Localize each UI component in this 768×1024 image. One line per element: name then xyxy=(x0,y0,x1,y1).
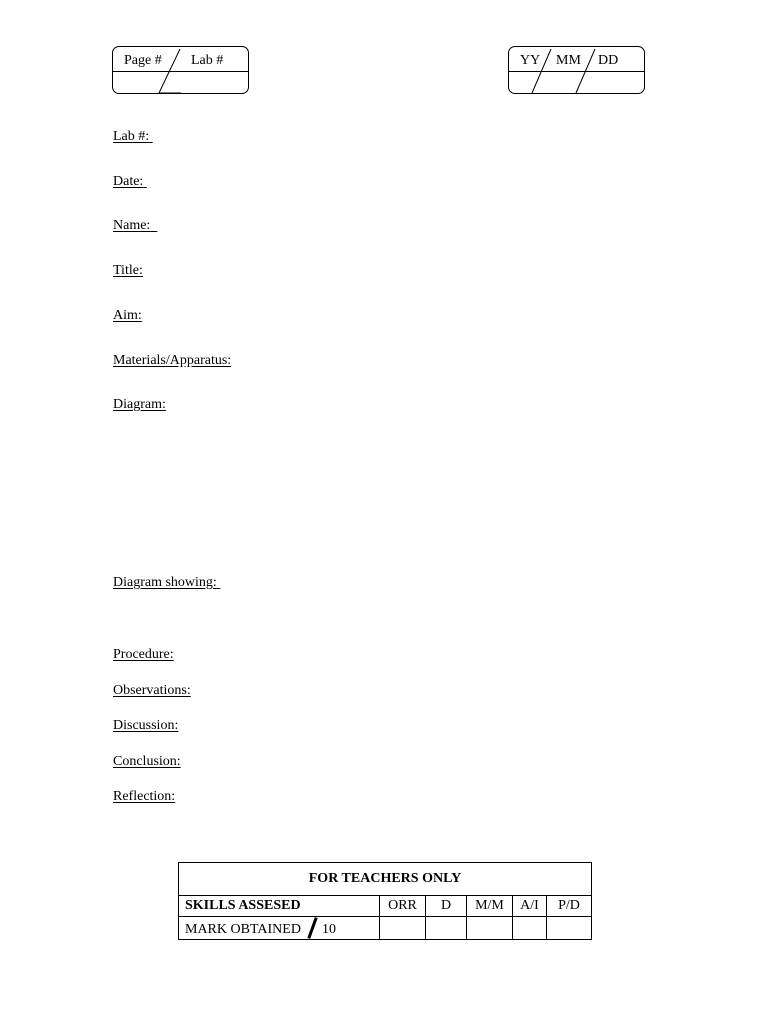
procedure-field-label: Procedure: xyxy=(113,647,174,662)
page-number-label: Page # xyxy=(124,53,162,68)
column-ai: A/I xyxy=(513,896,547,917)
date-field-label: Date: xyxy=(113,174,144,189)
mark-cell-ai[interactable] xyxy=(513,917,547,940)
conclusion-field-label: Conclusion: xyxy=(113,754,181,769)
reflection-field-label: Reflection: xyxy=(113,789,176,804)
lab-field-label: Lab #: xyxy=(113,129,150,144)
mark-obtained-label: MARK OBTAINED xyxy=(185,922,301,937)
mark-slash xyxy=(307,917,317,939)
mark-cell-mm[interactable] xyxy=(467,917,513,940)
discussion-field-label: Discussion: xyxy=(113,718,179,733)
mark-cell-orr[interactable] xyxy=(380,917,426,940)
page-lab-box xyxy=(112,46,249,94)
diagram-field-label: Diagram: xyxy=(113,397,166,412)
day-label: DD xyxy=(598,53,619,68)
mark-cell-pd[interactable] xyxy=(547,917,592,940)
column-mm: M/M xyxy=(467,896,513,917)
observations-field-label: Observations: xyxy=(113,683,191,698)
table-title: FOR TEACHERS ONLY xyxy=(179,863,592,896)
column-orr: ORR xyxy=(380,896,426,917)
month-label: MM xyxy=(556,53,581,68)
year-label: YY xyxy=(520,53,541,68)
name-field-label: Name: xyxy=(113,218,151,233)
aim-field-label: Aim: xyxy=(113,308,142,323)
materials-field-label: Materials/Apparatus: xyxy=(113,353,232,368)
diagram-showing-label: Diagram showing: xyxy=(113,575,217,590)
lab-number-label: Lab # xyxy=(191,53,224,68)
skills-assessed-label: SKILLS ASSESED xyxy=(179,896,380,917)
title-field-label: Title: xyxy=(113,263,143,278)
column-pd: P/D xyxy=(547,896,592,917)
column-d: D xyxy=(426,896,467,917)
teacher-assessment-table xyxy=(178,862,592,940)
mark-obtained-cell xyxy=(179,917,380,940)
mark-total: 10 xyxy=(321,922,336,937)
mark-cell-d[interactable] xyxy=(426,917,467,940)
date-box xyxy=(508,46,645,94)
